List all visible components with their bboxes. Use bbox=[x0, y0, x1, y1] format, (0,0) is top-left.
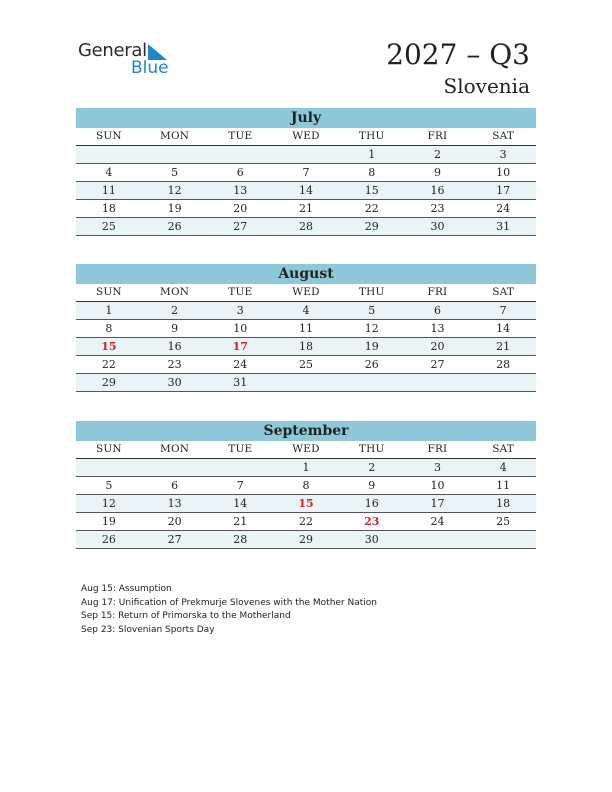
week-row bbox=[76, 495, 536, 513]
date-cell: 10 bbox=[233, 322, 248, 335]
date-cell: 14 bbox=[233, 497, 248, 510]
date-cell: 20 bbox=[430, 340, 445, 353]
date-cell: 5 bbox=[171, 166, 179, 179]
logo-word-blue: Blue bbox=[131, 58, 169, 78]
holiday-notes bbox=[81, 583, 377, 637]
date-cell: 30 bbox=[167, 376, 182, 389]
date-cell: 23 bbox=[167, 358, 182, 371]
date-cell: 27 bbox=[167, 533, 182, 546]
day-of-week-label: SUN bbox=[95, 443, 122, 455]
date-cell: 6 bbox=[171, 479, 179, 492]
date-cell: 18 bbox=[496, 497, 511, 510]
day-of-week-label: WED bbox=[292, 286, 320, 298]
date-cell: 16 bbox=[364, 497, 379, 510]
date-cell: 28 bbox=[496, 358, 511, 371]
date-cell: 12 bbox=[167, 184, 182, 197]
date-cell: 14 bbox=[299, 184, 314, 197]
week-row bbox=[76, 200, 536, 218]
date-cell: 20 bbox=[233, 202, 248, 215]
date-cell: 1 bbox=[368, 148, 376, 161]
date-cell: 10 bbox=[430, 479, 445, 492]
page-title: 2027 – Q3 bbox=[386, 38, 530, 71]
day-of-week-label: TUE bbox=[228, 130, 253, 142]
date-cell: 12 bbox=[101, 497, 116, 510]
week-row bbox=[76, 302, 536, 320]
date-cell: 30 bbox=[364, 533, 379, 546]
weeks-container bbox=[76, 146, 536, 236]
day-of-week-row bbox=[76, 128, 536, 146]
generalblue-logo bbox=[78, 40, 188, 80]
day-of-week-label: FRI bbox=[427, 286, 448, 298]
month-title: September bbox=[76, 421, 536, 441]
week-row bbox=[76, 182, 536, 200]
date-cell: 15 bbox=[364, 184, 379, 197]
day-of-week-label: SUN bbox=[95, 286, 122, 298]
date-cell: 13 bbox=[233, 184, 248, 197]
week-row bbox=[76, 356, 536, 374]
month-calendar-july bbox=[76, 108, 536, 236]
date-cell: 22 bbox=[101, 358, 116, 371]
day-of-week-label: MON bbox=[160, 130, 190, 142]
date-cell: 28 bbox=[233, 533, 248, 546]
day-of-week-row bbox=[76, 441, 536, 459]
day-of-week-label: WED bbox=[292, 443, 320, 455]
date-cell: 21 bbox=[233, 515, 248, 528]
date-cell: 17 bbox=[430, 497, 445, 510]
date-cell: 18 bbox=[101, 202, 116, 215]
holiday-note: Aug 17: Unification of Prekmurje Slovenes with the Mother Nation bbox=[81, 597, 377, 608]
date-cell: 7 bbox=[499, 304, 507, 317]
date-cell: 19 bbox=[364, 340, 379, 353]
week-row bbox=[76, 218, 536, 236]
date-cell: 27 bbox=[233, 220, 248, 233]
date-cell: 7 bbox=[236, 479, 244, 492]
date-cell: 6 bbox=[433, 304, 441, 317]
date-cell: 12 bbox=[364, 322, 379, 335]
date-cell: 26 bbox=[167, 220, 182, 233]
day-of-week-row bbox=[76, 284, 536, 302]
date-cell: 26 bbox=[101, 533, 116, 546]
date-cell: 27 bbox=[430, 358, 445, 371]
date-cell: 20 bbox=[167, 515, 182, 528]
date-cell: 5 bbox=[368, 304, 376, 317]
day-of-week-label: THU bbox=[358, 286, 385, 298]
date-cell: 5 bbox=[105, 479, 113, 492]
date-cell: 23 bbox=[430, 202, 445, 215]
date-cell: 16 bbox=[430, 184, 445, 197]
day-of-week-label: FRI bbox=[427, 130, 448, 142]
date-cell: 4 bbox=[302, 304, 310, 317]
day-of-week-label: THU bbox=[358, 130, 385, 142]
weeks-container bbox=[76, 302, 536, 392]
date-cell: 22 bbox=[364, 202, 379, 215]
month-title: July bbox=[76, 108, 536, 128]
weeks-container bbox=[76, 459, 536, 549]
date-cell: 21 bbox=[299, 202, 314, 215]
week-row bbox=[76, 459, 536, 477]
week-row bbox=[76, 338, 536, 356]
date-cell: 17 bbox=[496, 184, 511, 197]
date-cell: 3 bbox=[499, 148, 507, 161]
date-cell: 11 bbox=[299, 322, 314, 335]
date-cell: 22 bbox=[299, 515, 314, 528]
date-cell: 26 bbox=[364, 358, 379, 371]
holiday-note: Sep 23: Slovenian Sports Day bbox=[81, 624, 215, 635]
holiday-note: Sep 15: Return of Primorska to the Motherland bbox=[81, 611, 291, 622]
week-row bbox=[76, 531, 536, 549]
day-of-week-label: WED bbox=[292, 130, 320, 142]
date-cell: 29 bbox=[364, 220, 379, 233]
holiday-date-cell: 15 bbox=[298, 497, 314, 510]
week-row bbox=[76, 146, 536, 164]
holiday-note: Aug 15: Assumption bbox=[81, 584, 172, 594]
date-cell: 11 bbox=[496, 479, 511, 492]
week-row bbox=[76, 513, 536, 531]
date-cell: 4 bbox=[499, 461, 507, 474]
day-of-week-label: MON bbox=[160, 286, 190, 298]
date-cell: 25 bbox=[299, 358, 314, 371]
date-cell: 10 bbox=[496, 166, 511, 179]
date-cell: 30 bbox=[430, 220, 445, 233]
week-row bbox=[76, 164, 536, 182]
date-cell: 2 bbox=[368, 461, 376, 474]
logo-word-general: General bbox=[78, 40, 147, 61]
date-cell: 1 bbox=[105, 304, 113, 317]
date-cell: 8 bbox=[368, 166, 376, 179]
holiday-date-cell: 17 bbox=[232, 340, 248, 353]
date-cell: 7 bbox=[302, 166, 310, 179]
date-cell: 9 bbox=[433, 166, 441, 179]
week-row bbox=[76, 477, 536, 495]
date-cell: 29 bbox=[299, 533, 314, 546]
date-cell: 2 bbox=[171, 304, 179, 317]
date-cell: 24 bbox=[430, 515, 445, 528]
date-cell: 31 bbox=[233, 376, 248, 389]
date-cell: 18 bbox=[299, 340, 314, 353]
day-of-week-label: SAT bbox=[492, 286, 515, 298]
date-cell: 29 bbox=[101, 376, 116, 389]
week-row bbox=[76, 374, 536, 392]
day-of-week-label: FRI bbox=[427, 443, 448, 455]
holiday-date-cell: 15 bbox=[101, 340, 117, 353]
date-cell: 6 bbox=[236, 166, 244, 179]
day-of-week-label: SAT bbox=[492, 443, 515, 455]
date-cell: 31 bbox=[496, 220, 511, 233]
date-cell: 8 bbox=[302, 479, 310, 492]
date-cell: 8 bbox=[105, 322, 113, 335]
date-cell: 25 bbox=[101, 220, 116, 233]
date-cell: 13 bbox=[430, 322, 445, 335]
day-of-week-label: SUN bbox=[95, 130, 122, 142]
date-cell: 2 bbox=[433, 148, 441, 161]
day-of-week-label: TUE bbox=[228, 443, 253, 455]
date-cell: 25 bbox=[496, 515, 511, 528]
date-cell: 21 bbox=[496, 340, 511, 353]
week-row bbox=[76, 320, 536, 338]
date-cell: 28 bbox=[299, 220, 314, 233]
date-cell: 19 bbox=[101, 515, 116, 528]
month-title: August bbox=[76, 264, 536, 284]
date-cell: 3 bbox=[236, 304, 244, 317]
date-cell: 1 bbox=[302, 461, 310, 474]
month-calendar-september bbox=[76, 421, 536, 549]
country-name: Slovenia bbox=[443, 74, 530, 98]
day-of-week-label: SAT bbox=[492, 130, 515, 142]
day-of-week-label: MON bbox=[160, 443, 190, 455]
date-cell: 24 bbox=[496, 202, 511, 215]
date-cell: 16 bbox=[167, 340, 182, 353]
date-cell: 19 bbox=[167, 202, 182, 215]
date-cell: 3 bbox=[433, 461, 441, 474]
holiday-date-cell: 23 bbox=[364, 515, 380, 528]
date-cell: 11 bbox=[101, 184, 116, 197]
date-cell: 9 bbox=[368, 479, 376, 492]
date-cell: 9 bbox=[171, 322, 179, 335]
date-cell: 4 bbox=[105, 166, 113, 179]
day-of-week-label: TUE bbox=[228, 286, 253, 298]
day-of-week-label: THU bbox=[358, 443, 385, 455]
month-calendar-august bbox=[76, 264, 536, 392]
date-cell: 13 bbox=[167, 497, 182, 510]
date-cell: 14 bbox=[496, 322, 511, 335]
date-cell: 24 bbox=[233, 358, 248, 371]
